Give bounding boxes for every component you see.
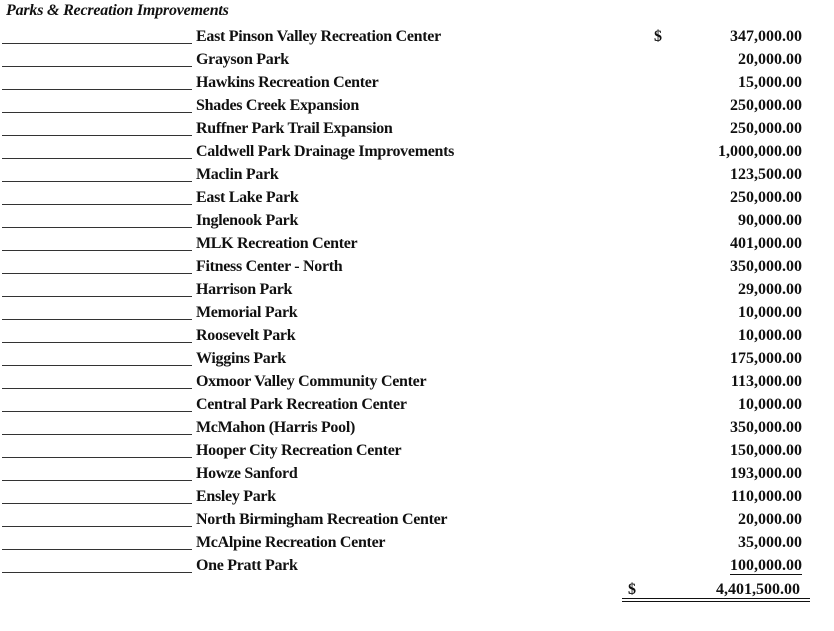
total-amount: 4,401,500.00 [716,581,800,598]
line-item-amount: 350,000.00 [730,419,802,436]
line-item-name: Grayson Park [196,51,289,68]
line-item-name: Ensley Park [196,488,276,505]
line-item-amount: 250,000.00 [730,189,802,206]
line-item-amount: 35,000.00 [738,534,802,551]
blank-entry-line [2,158,192,159]
line-item-row [0,97,834,120]
line-item-name: Oxmoor Valley Community Center [196,373,427,390]
total-double-underline [622,601,810,602]
line-item-row [0,28,834,51]
blank-entry-line [2,89,192,90]
blank-entry-line [2,250,192,251]
line-item-row [0,465,834,488]
blank-entry-line [2,112,192,113]
line-item-list [0,28,834,580]
blank-entry-line [2,503,192,504]
line-item-row [0,143,834,166]
line-item-name: Shades Creek Expansion [196,97,359,114]
line-item-name: Fitness Center - North [196,258,343,275]
blank-entry-line [2,526,192,527]
line-item-name: Roosevelt Park [196,327,296,344]
blank-entry-line [2,411,192,412]
line-item-row [0,258,834,281]
blank-entry-line [2,365,192,366]
line-item-row [0,511,834,534]
line-item-name: East Lake Park [196,189,299,206]
line-item-name: Inglenook Park [196,212,299,229]
total-underline [622,598,810,599]
blank-entry-line [2,181,192,182]
line-item-row [0,120,834,143]
line-item-name: McAlpine Recreation Center [196,534,386,551]
line-item-name: East Pinson Valley Recreation Center [196,28,441,45]
line-item-name: Harrison Park [196,281,293,298]
total-dollar-sign: $ [628,581,636,598]
blank-entry-line [2,457,192,458]
line-item-amount: 123,500.00 [730,166,802,183]
blank-entry-line [2,434,192,435]
section-title: Parks & Recreation Improvements [6,2,229,19]
line-item-row [0,373,834,396]
line-item-amount: 347,000.00 [730,28,802,45]
line-item-row [0,419,834,442]
line-item-amount: 10,000.00 [738,304,802,321]
line-item-amount: 250,000.00 [730,97,802,114]
line-item-amount: 401,000.00 [730,235,802,252]
line-item-amount: 100,000.00 [730,557,802,574]
line-item-amount: 110,000.00 [730,488,802,505]
line-item-row [0,189,834,212]
line-item-row [0,235,834,258]
line-item-amount: 15,000.00 [738,74,802,91]
blank-entry-line [2,296,192,297]
blank-entry-line [2,43,192,44]
line-item-name: Memorial Park [196,304,298,321]
blank-entry-line [2,66,192,67]
blank-entry-line [2,342,192,343]
blank-entry-line [2,135,192,136]
line-item-amount: 10,000.00 [738,327,802,344]
blank-entry-line [2,388,192,389]
line-item-name: Ruffner Park Trail Expansion [196,120,393,137]
blank-entry-line [2,273,192,274]
blank-entry-line [2,572,192,573]
blank-entry-line [2,549,192,550]
line-item-name: Wiggins Park [196,350,286,367]
blank-entry-line [2,204,192,205]
line-item-name: MLK Recreation Center [196,235,358,252]
line-item-amount: 113,000.00 [730,373,802,390]
line-item-row [0,281,834,304]
line-item-amount: 193,000.00 [730,465,802,482]
line-item-row [0,212,834,235]
line-item-amount: 29,000.00 [738,281,802,298]
line-item-name: Hooper City Recreation Center [196,442,402,459]
line-item-amount: 1,000,000.00 [718,143,802,160]
line-item-row [0,166,834,189]
line-item-dollar-sign: $ [654,28,662,45]
line-item-row [0,350,834,373]
blank-entry-line [2,319,192,320]
line-item-amount: 250,000.00 [730,120,802,137]
line-item-name: Central Park Recreation Center [196,396,407,413]
line-item-amount: 150,000.00 [730,442,802,459]
line-item-name: Caldwell Park Drainage Improvements [196,143,455,160]
line-item-row [0,74,834,97]
line-item-name: One Pratt Park [196,557,298,574]
line-item-name: Maclin Park [196,166,279,183]
line-item-amount: 90,000.00 [738,212,802,229]
line-item-row [0,534,834,557]
line-item-row [0,51,834,74]
blank-entry-line [2,227,192,228]
line-item-amount: 350,000.00 [730,258,802,275]
line-item-name: Hawkins Recreation Center [196,74,379,91]
line-item-row [0,327,834,350]
line-item-row [0,304,834,327]
line-item-amount: 175,000.00 [730,350,802,367]
line-item-name: McMahon (Harris Pool) [196,419,355,436]
line-item-row [0,557,834,580]
blank-entry-line [2,480,192,481]
line-item-amount: 10,000.00 [738,396,802,413]
line-item-row [0,488,834,511]
line-item-name: Howze Sanford [196,465,298,482]
line-item-amount: 20,000.00 [738,511,802,528]
line-item-name: North Birmingham Recreation Center [196,511,448,528]
line-item-amount: 20,000.00 [738,51,802,68]
line-item-row [0,396,834,419]
line-item-row [0,442,834,465]
